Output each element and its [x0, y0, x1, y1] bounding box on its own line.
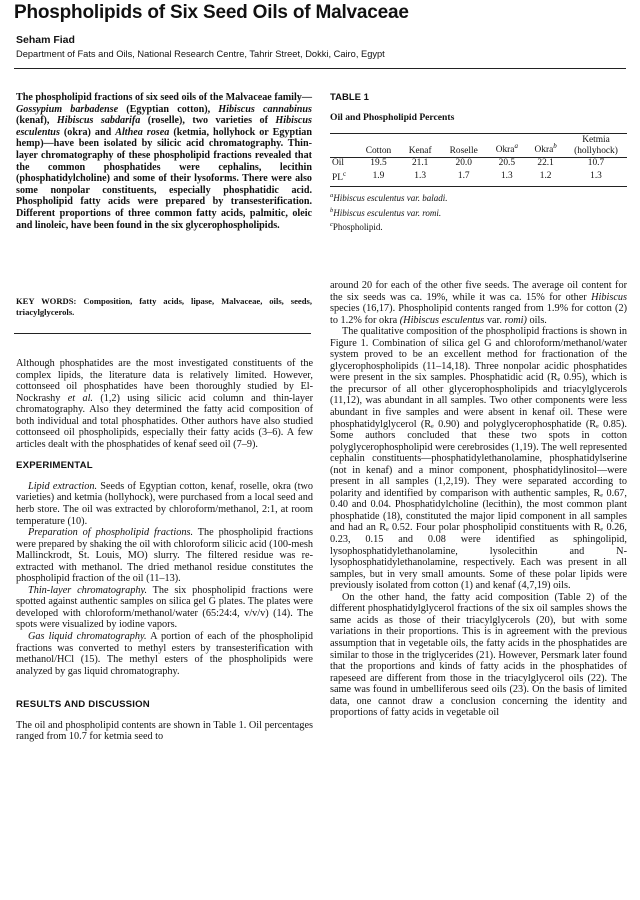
- table-cell: 1.9: [372, 171, 385, 182]
- table-row-label: $PL^c$: [332, 170, 347, 184]
- keywords: KEY WORDS: Composition, fatty acids, lipase, Malvaceae, oils, seeds, triacylglycerols.: [16, 296, 312, 317]
- table-column-header: Okra$^b$: [534, 142, 557, 156]
- table-row: [330, 158, 627, 170]
- table-footnote: $^b$Hibiscus esculentus var. romi.: [330, 206, 442, 218]
- results-paragraph: The oil and phospholipid contents are shown in Table 1. Oil percentages ranged from 10.7 for ketmia seed to: [16, 719, 313, 743]
- table-body: [330, 134, 627, 184]
- author-affiliation: Department of Fats and Oils, National Research Centre, Tahrir Street, Dokki, Cairo, Egypt: [16, 49, 385, 59]
- experimental-heading: EXPERIMENTAL: [16, 460, 93, 472]
- table-row: [330, 169, 627, 184]
- table-column-header: Ketmia (hollyhock): [574, 135, 618, 156]
- table-1: [330, 92, 627, 234]
- abstract-rule: [14, 333, 311, 334]
- table-row-label: Oil: [332, 158, 344, 168]
- table-footnotes: [330, 190, 627, 234]
- intro-paragraph: Although phosphatides are the most investigated constituents of the complex lipids, the literature data is relatively limited. However, cottonseed oil phosphatides have been thoroughly studied by El-Nockrashy et al. (1,2) using silicic acid column and thin-layer chromatography. Also they determined the fatty acid composition of both individual and total phosphatides. Other authors have also studied cottonseed oil phospholipids, especially their fatty acids (3–6). A few articles dealt with the phosphatides of kenaf seed oil (7–9).: [16, 358, 314, 450]
- table-column-header: Okra$^a$: [495, 142, 518, 156]
- table-bottom-rule: [330, 186, 627, 187]
- abstract: The phospholipid fractions of six seed oils of the Malvaceae family—Gossypium barbadense (Egyptian cotton), Hibiscus cannabinus (kenaf), Hibiscus sabdarifa (roselle), two varieties of Hibiscus esculentus (okra) and Althea rosea (ketmia, hollyhock or Egyptian hemp)—have been isolated by silicic acid chromatography. Thin-layer chromatography of these phospholipid fractions revealed that the common phosphatides were cephalins, lecithin (phosphatidylcholine) and some of their lysoforms. There were also some nonpolar constituents, especially phosphatidic acid. Phospholipid fatty acids were prepared by transesterification. Different proportions of three common fatty acids, palmitic, oleic and linoleic, have been found in the six glycerophospholipids.: [16, 92, 312, 231]
- table-column-header: [330, 134, 357, 158]
- method-paragraph: Thin-layer chromatography. The six phospholipid fractions were spotted against authentic samples on silica gel G plates. The plates were developed with chloroform/methanol/water (65:24:4, v/v/v) (14). The spots were visualized by iodine vapors.: [16, 584, 313, 631]
- table-column-header: Roselle: [449, 145, 478, 156]
- body-paragraph: around 20 for each of the other five seeds. The average oil content for the six seeds was ca. 19%, while it was ca. 15% for other Hibiscus species (16,17). Phospholipid contents ranged from 1.9% for cotton (2) to 1.2% for okra (Hibiscus esculentus var. romi) oils.: [330, 280, 627, 326]
- body-paragraph: The qualitative composition of the phospholipid fractions is shown in Figure 1. Combination of silica gel G and chloroform/methanol/water system proved to be an excellent method for fractionation of the glycerophospholipids (11–14,18). Three nonpolar acidic phosphatides were present in the six samples. Phosphatidic acid (Rₑ 0.95), which is the precursor of all other glycerophospholipids and triacylglycerols (11,12), was abundant in all samples. Two other components were less abundant in five samples and were absent in kenaf oil. These were phosphatidylglycerol (Rₑ 0.90) and polyglycerophosphatide (Rₑ 0.85). Some authors concluded that these two spots in cotton polyglycerophospholipid were cerebrosides (1,19). The well represented cephalin constituents—phosphatidylethanolamine, phosphatidylserine (not in kenaf) and a minor component, phosphatidylinositol—were present in all samples (1,2,19). They were separated according to polarity and identified by comparison with authentic samples, Rₑ 0.67, 0.40 and 0.04. Phosphatidylcholine (lecithin), the most common plant phosphatide (18), constituted the major lipid component in all samples and had an Rₑ 0.52. Four polar phospholipid constituents with Rₑ 0.26, 0.23, 0.15 and 0.08 were identified as sphingolipid, lysophosphatidylethanolamine, lysolecithin and N-lysophosphatidylethanolamine, respectively. Each was present in all samples, but in very small amounts. Some of these polar lipids were previously isolated from cotton (1) and kenaf (4,7,19) oils.: [330, 326, 627, 592]
- table-cell: 21.1: [411, 158, 429, 168]
- table-cell: 22.1: [537, 158, 554, 168]
- table-title: Oil and Phospholipid Percents: [330, 112, 455, 123]
- header-rule: [14, 68, 626, 69]
- table-footnote: $^a$Hibiscus esculentus var. baladi.: [330, 192, 448, 204]
- table-cell: 1.3: [500, 171, 513, 182]
- table-cell: 10.7: [587, 158, 605, 168]
- paper-title: Phospholipids of Six Seed Oils of Malvaceae: [14, 2, 409, 23]
- author-name: Seham Fiad: [16, 34, 75, 46]
- method-paragraph: Preparation of phospholipid fractions. The phospholipid fractions were prepared by shaking the oil with chloroform silicic acid (100-mesh Mallinckrodt, St. Louis, MO) slurry. The filtered residue was re-extracted with methanol. The dried methanol residue constitutes the phospholipid fraction of the oil (11–13).: [16, 527, 313, 585]
- table-cell: 20.0: [455, 158, 472, 168]
- left-column: [16, 358, 313, 743]
- body-paragraph: On the other hand, the fatty acid composition (Table 2) of the different phosphatidylglycerol fractions of the six oil samples shows the same acids as those of their triacylglycerols (20), but with some variations in their proportions. This is in agreement with the previous assumption that in vegetable oils, the fatty acids in the phosphatides are similar to those in the triglycerides (21). However, Persmark later found that the proportions and kinds of fatty acids in the phosphatides of rapeseed are different from those in the triacylglycerol oils (22). The same was found in umbelliferous seed oils (23). On the basis of limited data, one cannot draw a conclusion concerning the identity and proportions of fatty acids in vegetable oil: [330, 591, 627, 719]
- table-cell: 1.3: [590, 171, 602, 182]
- table-column-header: Cotton: [365, 145, 392, 156]
- results-heading: RESULTS AND DISCUSSION: [16, 699, 150, 711]
- table-cell: 1.3: [414, 171, 426, 182]
- table-label: TABLE 1: [330, 92, 369, 103]
- table-cell: 1.7: [457, 171, 470, 182]
- right-column: [330, 280, 627, 719]
- table-cell: 19.5: [370, 158, 387, 168]
- table-footnote: $^c$Phospholipid.: [330, 221, 383, 233]
- table-cell: 20.5: [498, 158, 516, 168]
- table-cell: 1.2: [539, 171, 552, 182]
- table-header-row: [330, 134, 627, 158]
- method-paragraph: Gas liquid chromatography. A portion of each of the phospholipid fractions was converted to methyl esters by transesterification with methanol/HCl (15). The methyl esters of the phospholipids were analyzed by gas liquid chromatography.: [16, 631, 313, 677]
- method-paragraph: Lipid extraction. Seeds of Egyptian cotton, kenaf, roselle, okra (two varieties) and ketmia (hollyhock), were purchased from a local seed and herb store. The oil was extracted by chloroform/methanol, 2:1, at room temperature (10).: [16, 480, 313, 527]
- table-column-header: Kenaf: [408, 145, 432, 156]
